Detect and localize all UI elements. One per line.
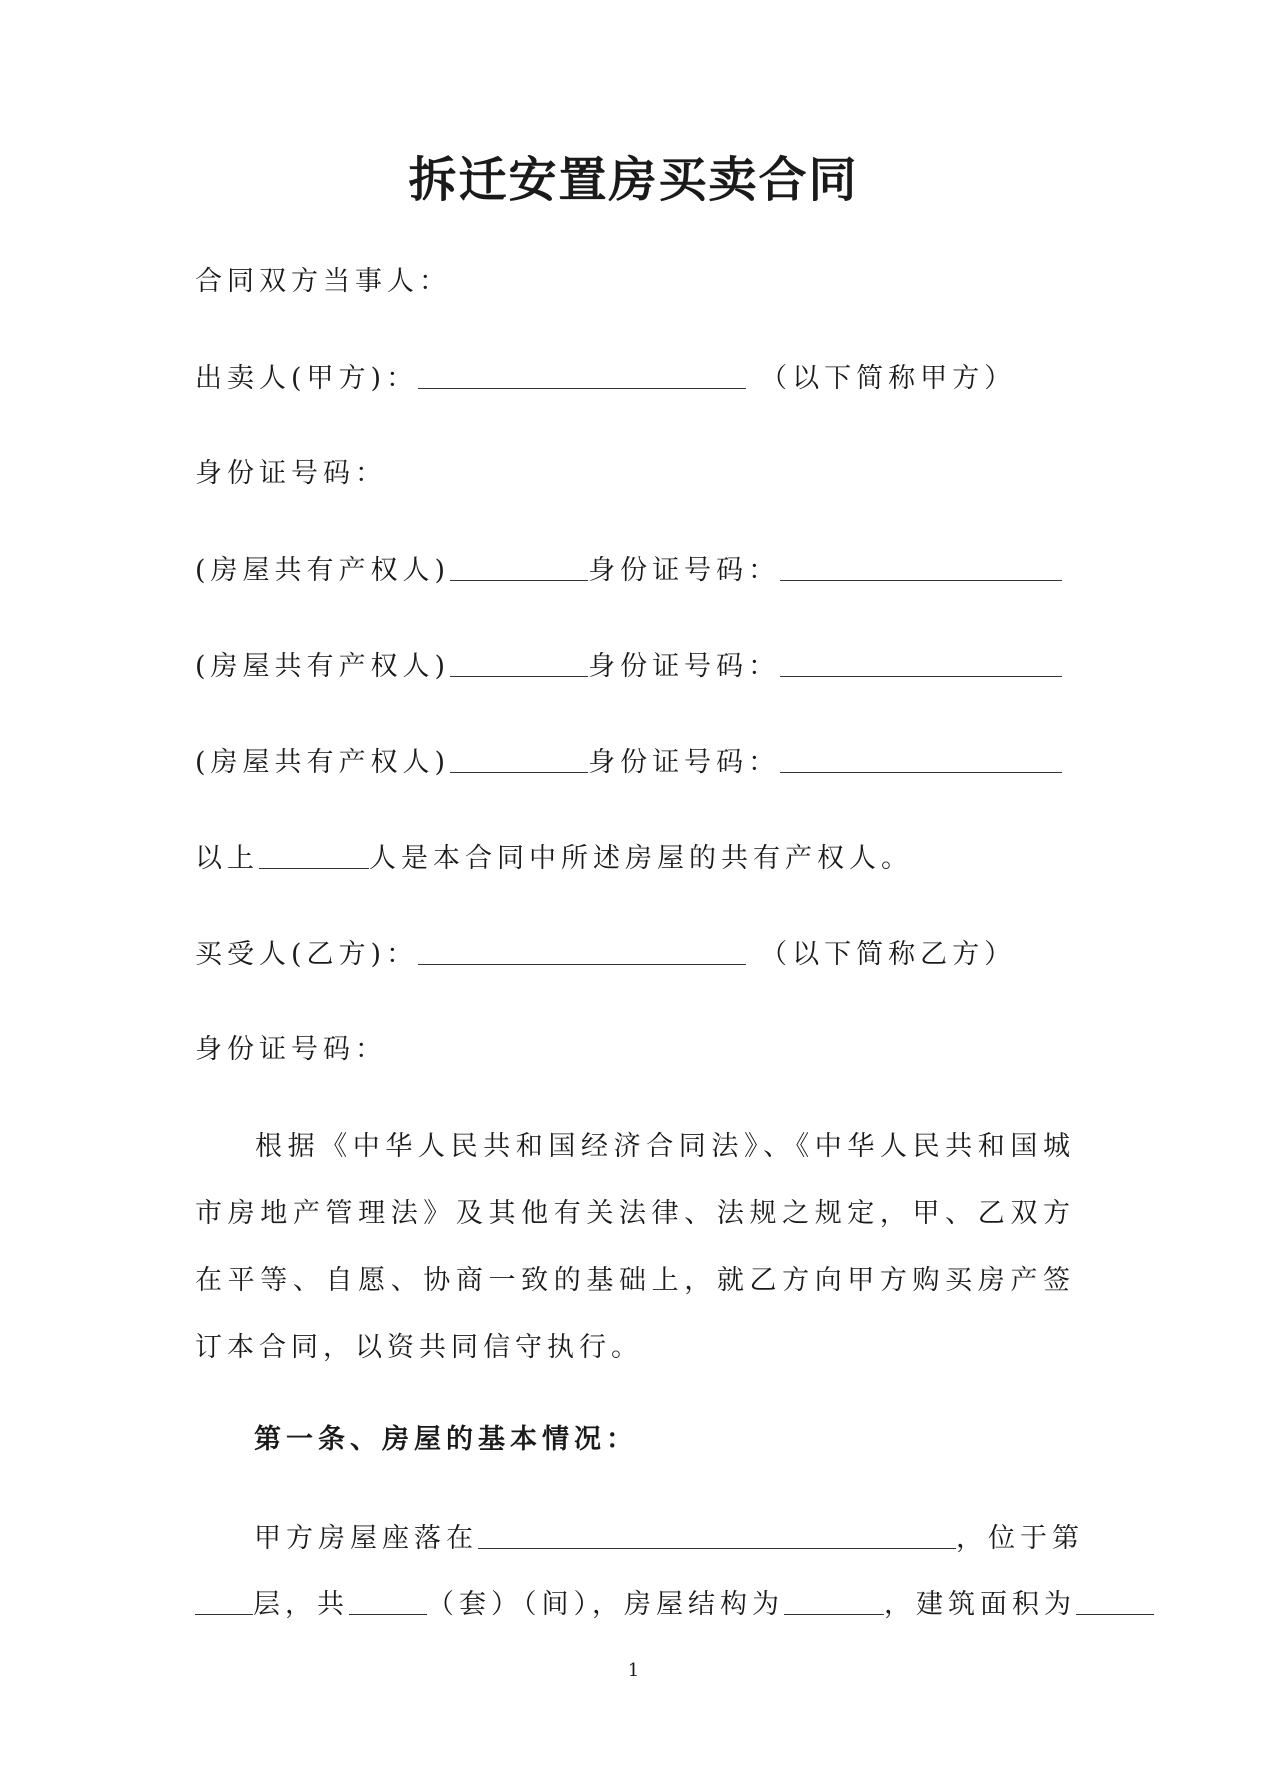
co-owner-line-2 [195, 646, 1062, 687]
co-owner-id-blank[interactable] [780, 742, 1062, 773]
article1-line1 [254, 1518, 1084, 1559]
units-text: （套）（间），房屋结构为 [427, 1589, 784, 1620]
co-owner-count-blank[interactable] [259, 838, 369, 869]
area-text: ，建筑面积为 [884, 1589, 1076, 1620]
summary-suffix: 人是本合同中所述房屋的共有产权人。 [369, 843, 913, 874]
buyer-suffix: （以下简称乙方） [760, 939, 1017, 970]
location-prefix: 甲方房屋座落在 [254, 1523, 478, 1554]
units-blank[interactable] [349, 1584, 427, 1615]
co-owner-line-3 [195, 742, 1062, 783]
buyer-id-label: 身份证号码： [195, 1034, 387, 1065]
preamble-paragraph: 根据《中华人民共和国经济合同法》、《中华人民共和国城市房地产管理法》及其他有关法律、法规之规定，甲、乙双方在平等、自愿、协商一致的基础上，就乙方向甲方购买房产签订本合同，以资共同信守执行。 [195, 1131, 1075, 1363]
location-blank[interactable] [478, 1518, 956, 1549]
co-owner-id-label: 身份证号码： [588, 651, 781, 682]
co-owner-label: (房屋共有产权人) [195, 555, 451, 586]
co-owner-id-label: 身份证号码： [588, 747, 781, 778]
co-owner-label: (房屋共有产权人) [195, 651, 451, 682]
parties-heading: 合同双方当事人： [195, 266, 451, 297]
structure-blank[interactable] [784, 1584, 884, 1615]
co-owners-summary [195, 838, 913, 879]
co-owner-line-1 [195, 550, 1062, 591]
article1-line2 [195, 1584, 1154, 1625]
seller-id-label: 身份证号码： [195, 458, 387, 489]
floor-blank[interactable] [195, 1584, 253, 1615]
seller-line [195, 358, 1016, 399]
seller-suffix: （以下简称甲方） [760, 363, 1017, 394]
contract-title: 拆迁安置房买卖合同 [408, 152, 859, 208]
buyer-label: 买受人(乙方)： [195, 939, 419, 970]
floor-text: 层，共 [253, 1589, 349, 1620]
co-owner-id-blank[interactable] [780, 550, 1062, 581]
location-suffix: ，位于第 [956, 1523, 1084, 1554]
co-owner-name-blank[interactable] [450, 646, 588, 677]
seller-name-blank[interactable] [418, 358, 746, 389]
co-owner-id-label: 身份证号码： [588, 555, 781, 586]
buyer-line [195, 934, 1016, 975]
article1-heading: 第一条、房屋的基本情况： [254, 1424, 638, 1455]
co-owner-name-blank[interactable] [450, 550, 588, 581]
area-blank[interactable] [1076, 1584, 1154, 1615]
buyer-name-blank[interactable] [418, 934, 746, 965]
summary-prefix: 以上 [195, 843, 259, 874]
page-number: 1 [627, 1660, 640, 1681]
co-owner-id-blank[interactable] [780, 646, 1062, 677]
seller-label: 出卖人(甲方)： [195, 363, 419, 394]
co-owner-label: (房屋共有产权人) [195, 747, 451, 778]
co-owner-name-blank[interactable] [450, 742, 588, 773]
